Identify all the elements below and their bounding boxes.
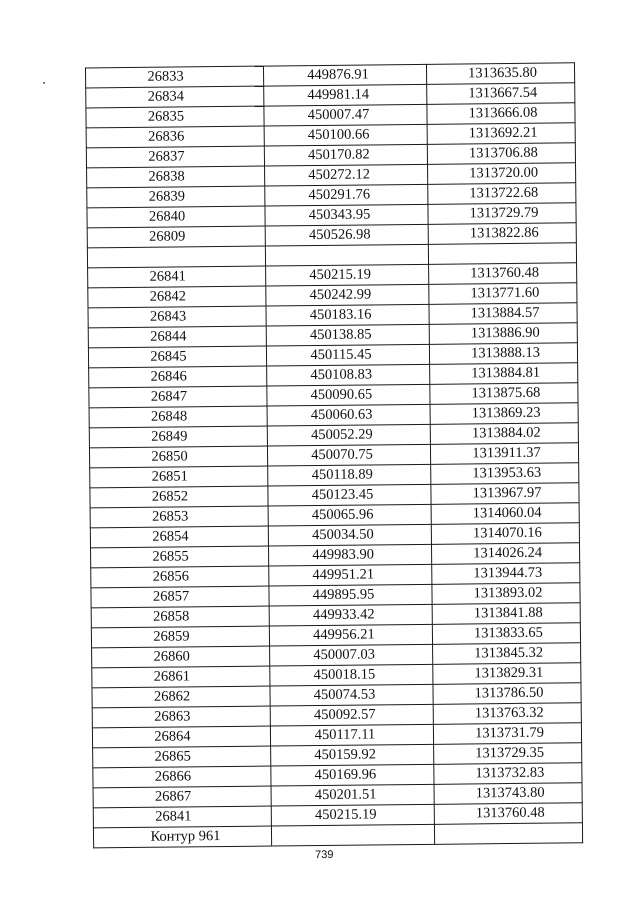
x-coordinate-cell: 450138.85 (266, 324, 429, 346)
x-coordinate-cell: 449956.21 (269, 624, 432, 646)
scan-speck (43, 82, 45, 84)
x-coordinate-cell: 449981.14 (264, 84, 427, 106)
point-number-cell: 26858 (91, 606, 269, 628)
point-number-cell: 26848 (89, 406, 267, 428)
point-number-cell: 26842 (88, 286, 266, 308)
x-coordinate-cell: 450052.29 (267, 424, 430, 446)
x-coordinate-cell: 450117.11 (270, 724, 433, 746)
y-coordinate-cell: 1314060.04 (431, 503, 579, 525)
y-coordinate-cell: 1313729.35 (434, 743, 582, 765)
point-number-cell: 26859 (91, 626, 269, 648)
x-coordinate-cell: 450070.75 (267, 444, 430, 466)
point-number-cell: 26847 (89, 386, 267, 408)
y-coordinate-cell: 1313763.32 (433, 703, 581, 725)
point-number-cell: 26838 (87, 166, 265, 188)
x-coordinate-cell: 450100.66 (264, 124, 427, 146)
x-coordinate-cell (265, 244, 428, 266)
y-coordinate-cell: 1313771.60 (429, 283, 577, 305)
y-coordinate-cell: 1313666.08 (427, 103, 575, 125)
point-number-cell: 26860 (92, 646, 270, 668)
point-number-cell: 26856 (91, 566, 269, 588)
x-coordinate-cell: 450074.53 (270, 684, 433, 706)
page-number: 739 (314, 848, 334, 862)
point-number-cell: 26840 (87, 206, 265, 228)
y-coordinate-cell: 1313732.83 (434, 763, 582, 785)
y-coordinate-cell: 1313911.37 (430, 443, 578, 465)
x-coordinate-cell: 450215.19 (266, 264, 429, 286)
y-coordinate-cell: 1313822.86 (428, 223, 576, 245)
point-number-cell: 26844 (88, 326, 266, 348)
y-coordinate-cell: 1313884.57 (429, 303, 577, 325)
y-coordinate-cell: 1313884.81 (430, 363, 578, 385)
point-number-cell: 26841 (93, 806, 271, 828)
y-coordinate-cell: 1313967.97 (431, 483, 579, 505)
x-coordinate-cell: 450159.92 (271, 744, 434, 766)
empty-cell (271, 824, 434, 846)
y-coordinate-cell: 1313729.79 (428, 203, 576, 225)
y-coordinate-cell: 1313884.02 (430, 423, 578, 445)
point-number-cell: 26834 (86, 86, 264, 108)
coordinates-table-body (85, 63, 582, 848)
point-number-cell: 26864 (92, 726, 270, 748)
point-number-cell: 26851 (90, 466, 268, 488)
y-coordinate-cell: 1313786.50 (433, 683, 581, 705)
point-number-cell: 26867 (93, 786, 271, 808)
y-coordinate-cell: 1313667.54 (427, 83, 575, 105)
y-coordinate-cell: 1313829.31 (433, 663, 581, 685)
x-coordinate-cell: 450090.65 (267, 384, 430, 406)
x-coordinate-cell: 450115.45 (266, 344, 429, 366)
point-number-cell: 26850 (89, 446, 267, 468)
point-number-cell: 26852 (90, 486, 268, 508)
x-coordinate-cell: 449933.42 (269, 604, 432, 626)
y-coordinate-cell (428, 243, 576, 264)
x-coordinate-cell: 450242.99 (266, 284, 429, 306)
y-coordinate-cell: 1313875.68 (430, 383, 578, 405)
x-coordinate-cell: 450118.89 (268, 464, 431, 486)
x-coordinate-cell: 450526.98 (265, 224, 428, 246)
point-number-cell: 26862 (92, 686, 270, 708)
y-coordinate-cell: 1313888.13 (429, 343, 577, 365)
x-coordinate-cell: 450060.63 (267, 404, 430, 426)
y-coordinate-cell: 1313692.21 (427, 123, 575, 145)
point-number-cell: 26835 (86, 106, 264, 128)
point-number-cell: 26833 (85, 66, 263, 88)
x-coordinate-cell: 450092.57 (270, 704, 433, 726)
y-coordinate-cell: 1313760.48 (434, 803, 582, 825)
point-number-cell: 26843 (88, 306, 266, 328)
x-coordinate-cell: 449876.91 (263, 64, 426, 86)
point-number-cell: 26839 (87, 186, 265, 208)
y-coordinate-cell: 1314070.16 (431, 523, 579, 545)
y-coordinate-cell: 1313893.02 (432, 583, 580, 605)
x-coordinate-cell: 450007.03 (270, 644, 433, 666)
x-coordinate-cell: 449895.95 (269, 584, 432, 606)
point-number-cell: 26849 (89, 426, 267, 448)
y-coordinate-cell: 1313886.90 (429, 323, 577, 345)
point-number-cell: 26861 (92, 666, 270, 688)
x-coordinate-cell: 450123.45 (268, 484, 431, 506)
point-number-cell: 26845 (88, 346, 266, 368)
coordinates-table (85, 62, 583, 848)
point-number-cell: 26809 (87, 226, 265, 248)
point-number-cell: 26865 (93, 746, 271, 768)
x-coordinate-cell: 450201.51 (271, 784, 434, 806)
y-coordinate-cell: 1313731.79 (433, 723, 581, 745)
y-coordinate-cell: 1313841.88 (432, 603, 580, 625)
y-coordinate-cell: 1313743.80 (434, 783, 582, 805)
y-coordinate-cell: 1313760.48 (429, 263, 577, 285)
x-coordinate-cell: 450034.50 (268, 524, 431, 546)
x-coordinate-cell: 450065.96 (268, 504, 431, 526)
point-number-cell: 26837 (86, 146, 264, 168)
x-coordinate-cell: 450291.76 (265, 184, 428, 206)
point-number-cell: 26853 (90, 506, 268, 528)
point-number-cell: 26855 (91, 546, 269, 568)
x-coordinate-cell: 450343.95 (265, 204, 428, 226)
point-number-cell: 26854 (90, 526, 268, 548)
point-number-cell: 26846 (89, 366, 267, 388)
point-number-cell: 26866 (93, 766, 271, 788)
empty-cell (434, 823, 582, 845)
point-number-cell: 26836 (86, 126, 264, 148)
contour-label: Контур 961 (93, 826, 271, 848)
y-coordinate-cell: 1313944.73 (432, 563, 580, 585)
x-coordinate-cell: 450007.47 (264, 104, 427, 126)
x-coordinate-cell: 450215.19 (271, 804, 434, 826)
y-coordinate-cell: 1313869.23 (430, 403, 578, 425)
y-coordinate-cell: 1313833.65 (432, 623, 580, 645)
x-coordinate-cell: 450170.82 (264, 144, 427, 166)
x-coordinate-cell: 449951.21 (269, 564, 432, 586)
x-coordinate-cell: 450272.12 (265, 164, 428, 186)
y-coordinate-cell: 1313722.68 (428, 183, 576, 205)
y-coordinate-cell: 1313706.88 (427, 143, 575, 165)
point-number-cell: 26841 (88, 266, 266, 288)
y-coordinate-cell: 1313953.63 (431, 463, 579, 485)
x-coordinate-cell: 450183.16 (266, 304, 429, 326)
x-coordinate-cell: 450108.83 (267, 364, 430, 386)
x-coordinate-cell: 449983.90 (269, 544, 432, 566)
y-coordinate-cell: 1313845.32 (433, 643, 581, 665)
x-coordinate-cell: 450169.96 (271, 764, 434, 786)
y-coordinate-cell: 1313635.80 (426, 63, 574, 85)
point-number-cell (87, 246, 265, 268)
point-number-cell: 26863 (92, 706, 270, 728)
x-coordinate-cell: 450018.15 (270, 664, 433, 686)
y-coordinate-cell: 1314026.24 (431, 543, 579, 565)
point-number-cell: 26857 (91, 586, 269, 608)
y-coordinate-cell: 1313720.00 (428, 163, 576, 185)
